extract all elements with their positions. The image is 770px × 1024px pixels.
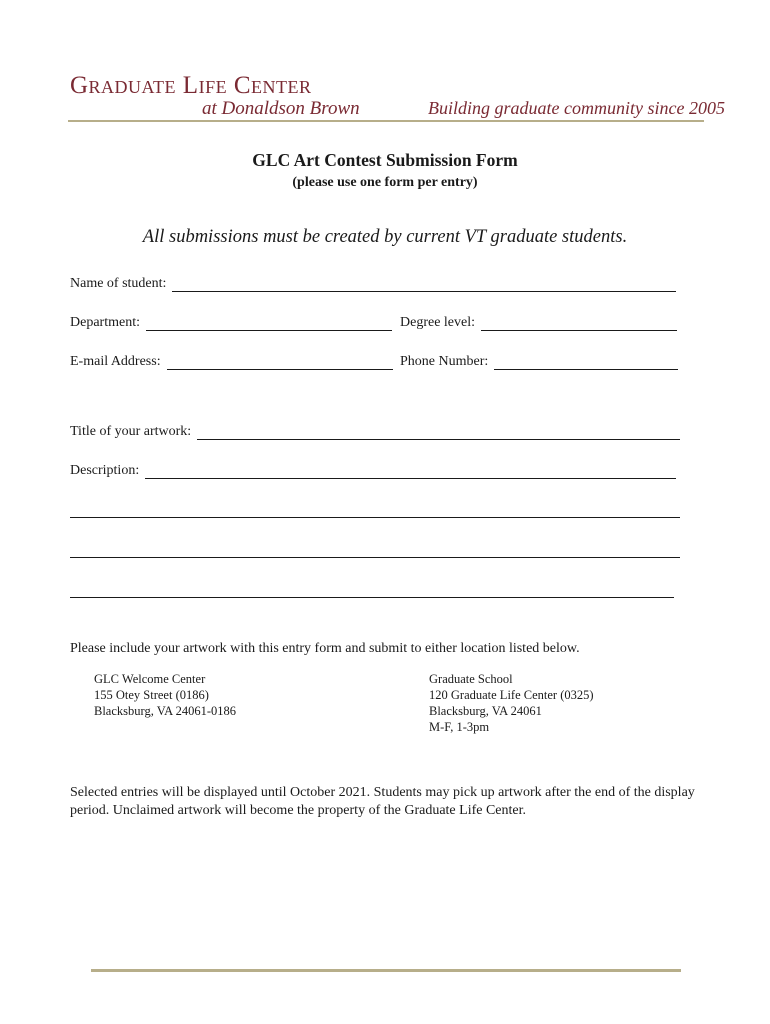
degree-level-input-line[interactable] [481, 316, 677, 331]
org-logo-subtitle: at Donaldson Brown [202, 98, 360, 119]
submission-instructions: Please include your artwork with this entry form and submit to either location listed below. [70, 641, 580, 656]
phone-field[interactable] [400, 354, 678, 370]
degree-level-label: Degree level: [400, 315, 476, 330]
department-input-line[interactable] [146, 316, 392, 331]
footer-divider [91, 969, 681, 972]
email-label: E-mail Address: [70, 354, 161, 369]
display-period-note: Selected entries will be displayed until October 2021. Students may pick up artwork after the end of the display period. Unclaimed artwork will become the property of the Graduate Life Center. [70, 785, 695, 818]
location-street: 155 Otey Street (0186) [94, 688, 209, 702]
location-hours: M-F, 1-3pm [429, 720, 490, 734]
location-glc-welcome-center [94, 671, 236, 719]
phone-input-line[interactable] [494, 355, 678, 370]
student-name-input-line[interactable] [172, 277, 676, 292]
form-title: GLC Art Contest Submission Form [252, 150, 518, 170]
description-input-line[interactable] [145, 464, 676, 479]
description-line-4[interactable] [70, 597, 674, 598]
header-divider [68, 120, 704, 122]
description-line-3[interactable] [70, 557, 680, 558]
location-city: Blacksburg, VA 24061 [429, 704, 542, 718]
form-subtitle: (please use one form per entry) [292, 175, 478, 190]
location-graduate-school [429, 671, 594, 735]
location-street: 120 Graduate Life Center (0325) [429, 688, 594, 702]
org-tagline: Building graduate community since 2005 [428, 98, 725, 118]
student-name-field[interactable] [70, 276, 676, 292]
description-field[interactable] [70, 463, 676, 479]
email-input-line[interactable] [167, 355, 393, 370]
location-city: Blacksburg, VA 24061-0186 [94, 704, 237, 718]
location-name: Graduate School [429, 672, 513, 686]
department-field[interactable] [70, 315, 392, 331]
description-line-2[interactable] [70, 517, 680, 518]
org-logo-title: Graduate Life Center [70, 72, 312, 99]
location-name: GLC Welcome Center [94, 672, 206, 686]
phone-label: Phone Number: [400, 354, 489, 369]
student-name-label: Name of student: [70, 276, 167, 291]
description-label: Description: [70, 463, 140, 478]
department-label: Department: [70, 315, 140, 330]
artwork-title-input-line[interactable] [197, 425, 680, 440]
artwork-title-label: Title of your artwork: [70, 424, 192, 439]
eligibility-notice: All submissions must be created by current VT graduate students. [142, 227, 628, 247]
degree-level-field[interactable] [400, 315, 677, 331]
artwork-title-field[interactable] [70, 424, 680, 440]
email-field[interactable] [70, 354, 393, 370]
